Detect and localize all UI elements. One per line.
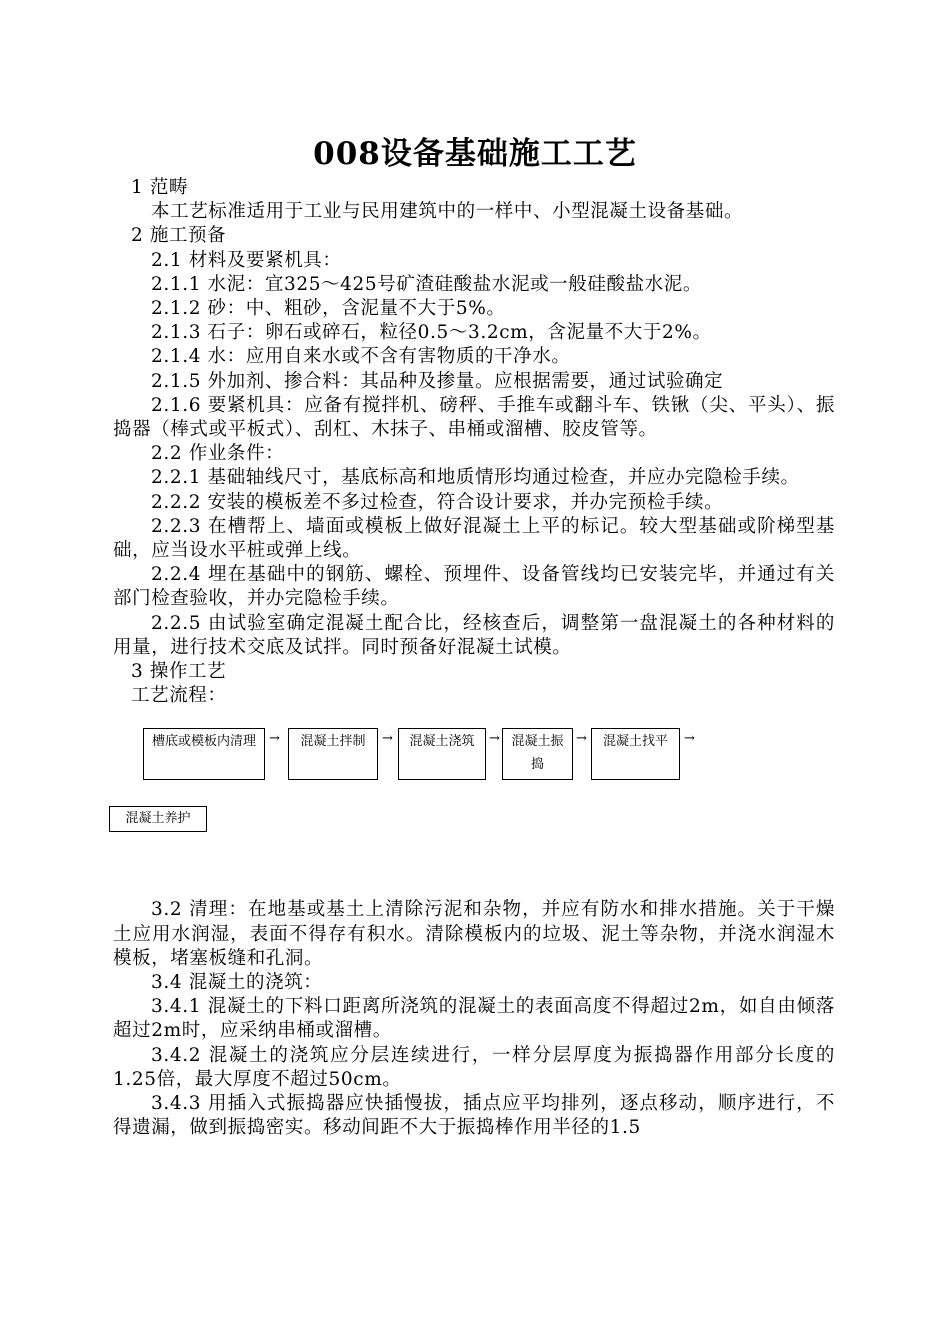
paragraph: 2.1.3 石子：卵石或碎石，粒径0.5～3.2cm，含泥量不大于2%。 [151, 322, 712, 344]
flow-step-2: 混凝土拌制 [288, 728, 378, 780]
paragraph: 2.2.4 埋在基础中的钢筋、螺栓、预埋件、设备管线均已安装完毕，并通过有关部门检查验收，并办完隐检手续。 [113, 564, 835, 610]
flow-step-5: 混凝土找平 [591, 728, 680, 780]
paragraph: 2.2.1 基础轴线尺寸，基底标高和地质情形均通过检查，并应办完隐检手续。 [151, 467, 800, 489]
arrow-right-icon: → [382, 731, 393, 747]
paragraph: 2.2.2 安装的模板差不多过检查，符合设计要求，并办完预检手续。 [151, 491, 724, 513]
paragraph: 2.1.4 水：应用自来水或不含有害物质的干净水。 [151, 346, 571, 368]
paragraph: 2.2.3 在槽帮上、墙面或模板上做好混凝土上平的标记。较大型基础或阶梯型基础，应当设水平桩或弹上线。 [113, 515, 835, 562]
paragraph: 3.4.3 用插入式振捣器应快插慢拔，插点应平均排列，逐点移动，顺序进行，不得遗漏，做到振捣密实。移动间距不大于振捣棒作用半径的1.5 [113, 1093, 835, 1139]
flow-step-3: 混凝土浇筑 [398, 728, 486, 780]
paragraph: 3.4.1 混凝土的下料口距离所浇筑的混凝土的表面高度不得超过2m，如自由倾落超过2m时，应采纳串桶或溜槽。 [113, 996, 835, 1042]
paragraph: 本工艺标准适用于工业与民用建筑中的一样中、小型混凝土设备基础。 [151, 201, 744, 223]
subsection-heading: 2.2 作业条件： [151, 443, 285, 465]
document-body [113, 176, 835, 1141]
section-2-heading: 2 施工预备 [131, 225, 227, 247]
arrow-right-icon: → [489, 731, 500, 747]
flow-label: 工艺流程： [131, 685, 227, 707]
paragraph: 2.1.2 砂：中、粗砂，含泥量不大于5%。 [151, 298, 506, 320]
document-title: 008设备基础施工工艺 [313, 136, 637, 172]
flow-step-6: 混凝土养护 [109, 806, 207, 832]
section-3-heading: 3 操作工艺 [131, 661, 227, 683]
process-flowchart [113, 708, 835, 898]
paragraph: 3.4.2 混凝土的浇筑应分层连续进行，一样分层厚度为振捣器作用部分长度的1.25倍，最大厚度不超过50cm。 [113, 1044, 835, 1090]
arrow-right-icon: → [576, 731, 587, 747]
paragraph: 2.1.5 外加剂、掺合料：其品种及掺量。应根据需要，通过试验确定 [151, 370, 724, 392]
section-1-heading: 1 范畴 [131, 177, 189, 198]
arrow-right-icon: → [269, 731, 280, 747]
paragraph: 2.1.6 要紧机具：应备有搅拌机、磅秤、手推车或翻斗车、铁锹（尖、平头）、振捣器（棒式或平板式）、刮杠、木抹子、串桶或溜槽、胶皮管等。 [113, 394, 835, 441]
subsection-heading: 2.1 材料及要紧机具： [151, 249, 342, 271]
paragraph: 2.2.5 由试验室确定混凝土配合比，经核查后，调整第一盘混凝土的各种材料的用量，进行技术交底及试拌。同时预备好混凝土试模。 [113, 612, 835, 658]
flow-step-4: 混凝土振捣 [502, 728, 573, 780]
flow-step-1: 槽底或模板内清理 [143, 728, 265, 780]
paragraph: 3.2 清理：在地基或基土上清除污泥和杂物，并应有防水和排水措施。关于干燥土应用水润湿，表面不得存有积水。清除模板内的垃圾、泥土等杂物，并浇水润湿木模板，堵塞板缝和孔洞。 [113, 899, 835, 969]
arrow-right-icon: → [684, 731, 695, 747]
paragraph: 2.1.1 水泥：宜325～425号矿渣硅酸盐水泥或一般硅酸盐水泥。 [151, 273, 702, 295]
subsection-heading: 3.4 混凝土的浇筑： [151, 972, 323, 994]
